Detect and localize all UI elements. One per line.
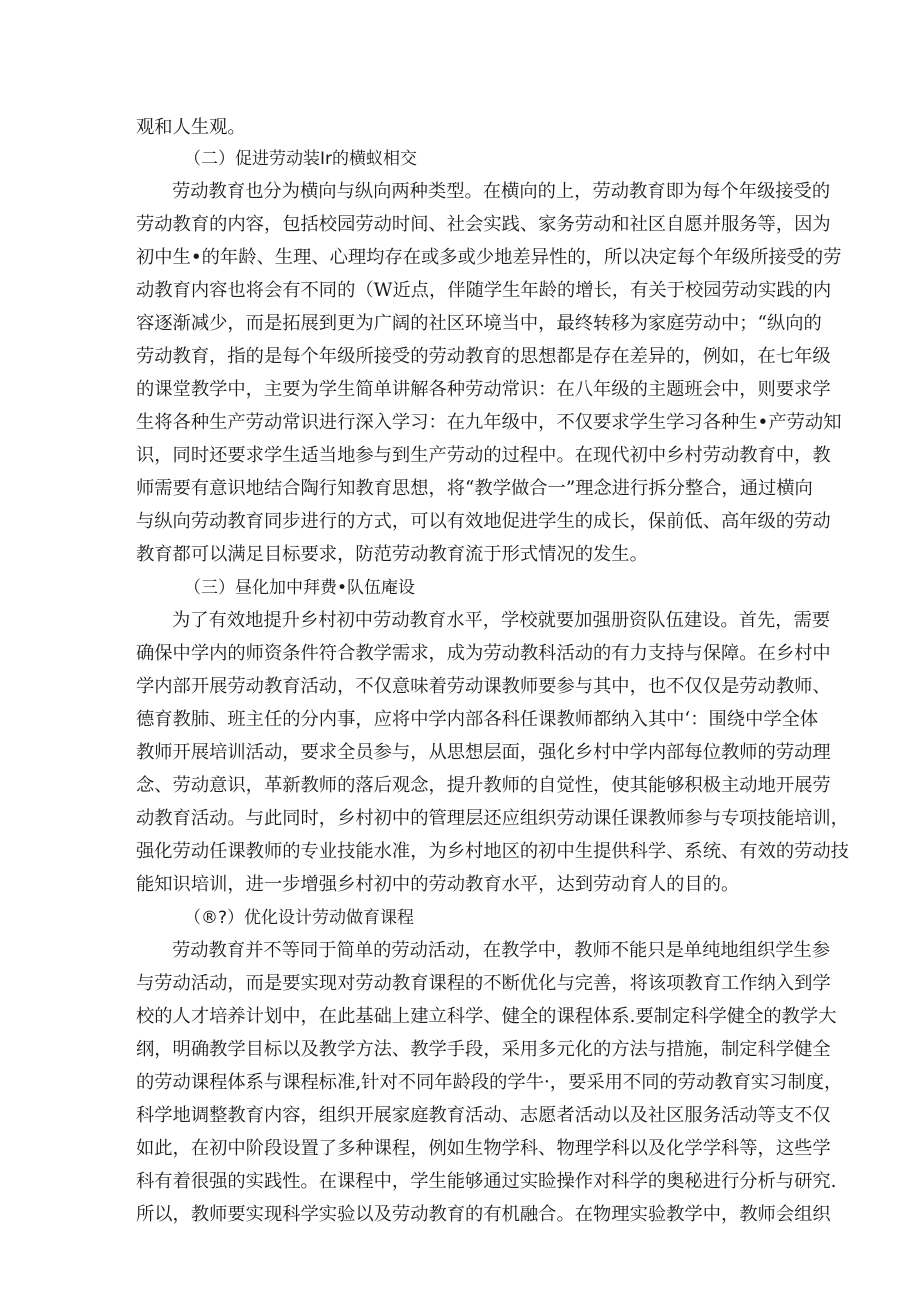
text-line: 强化劳动任课教师的专业技能水准，为乡村地区的初中生提供科学、系统、有效的劳动技 (136, 841, 849, 862)
text-line: 生将各种生产劳动常识进行深入学习：在九年级中，不仅要求学生学习各种生•产劳动知 (136, 412, 842, 433)
section-heading-3: （三）昼化加中拜费•队伍庵设 (184, 578, 416, 598)
text-line: 劳动教育并不等同于简单的劳动活动，在教学中，教师不能只是单纯地组织学生参 (172, 940, 831, 961)
text-line: 德育教肺、班主任的分内事，应将中学内部各科任课教师都纳入其中‘：围绕中学全体 (136, 709, 819, 730)
section-heading-4: （®?）优化设计劳动做育课程 (184, 908, 415, 928)
text-line: 教育都可以满足目标要求，防范劳动教育流于形式情况的发生。 (136, 544, 648, 565)
text-line: 劳动教育，指的是每个年级所接受的劳动教育的思想都是存在差异的，例如，在七年级 (136, 346, 831, 367)
text-line: 与劳动活动，而是要实现对劳动教育课程的不断优化与完善，将该项教育工作纳入到学 (136, 973, 831, 994)
text-line: 师需要有意识地结合陶行知教育思想，将“教学做合一”理念进行拆分整合，通过横向 (136, 478, 813, 499)
text-line: 动教育内容也将会有不同的（W近点，伴随学生年龄的增长，有关于校园劳动实践的内 (136, 280, 832, 301)
text-line: 能知识培训，进一步增强乡村初中的劳动教育水平，达到劳动育人的目的。 (136, 874, 740, 895)
text-line: 教师开展培训活动，要求全员参与，从思想层面，强化乡村中学内部每位教师的劳动理 (136, 742, 831, 763)
text-line: 的课堂教学中，主要为学生简单讲解各种劳动常识：在八年级的主题班会中，则要求学 (136, 379, 831, 400)
text-line: 科有着很强的实践性。在课程中，学生能够通过实睑操作对科学的奥秘进行分析与研究. (136, 1171, 837, 1192)
text-line: 与纵向劳动教育同步进行的方式，可以有效地促进学生的成长，保前低、高年级的劳动 (136, 511, 831, 532)
text-line: 动教育活动。与此同时，乡村初中的管理层还应组织劳动课任课教师参与专项技能培训， (136, 808, 849, 829)
section-heading-2: （二）促进劳动装Ir的横蚁相交 (184, 149, 418, 169)
text-line: 校的人才培养计划中，在此基础上建立科学、健全的课程体系.要制定科学健全的教学大 (136, 1006, 837, 1027)
text-line: 识，同时还要求学生适当地参与到生产劳动的过程中。在现代初中乡村劳动教育中，教 (136, 445, 831, 466)
text-line: 容逐渐减少，而是拓展到更为广阔的社区环境当中，最终转移为家庭劳动中；“纵向的 (136, 313, 822, 334)
text-line: 纲，明确教学目标以及教学方法、教学手段，采用多元化的方法与措施，制定科学健全 (136, 1039, 831, 1060)
text-line: 初中生•的年龄、生理、心理均存在或多或少地差异性的，所以决定每个年级所接受的劳 (136, 247, 842, 268)
text-line: 确保中学内的师资条件符合教学需求，成为劳动教科活动的有力支持与保障。在乡村中 (136, 643, 831, 664)
text-line: 所以，教师要实现科学实验以及劳动教育的有机融合。在物理实验教学中，教师会组织 (136, 1204, 831, 1225)
text-line: 为了有效地提升乡村初中劳动教育水平，学校就要加强册资队伍建设。首先，需要 (172, 610, 831, 631)
text-line: 观和人生观。 (136, 117, 246, 138)
text-line: 科学地调整教育内容，组织开展家庭教育活动、志愿者活动以及社区服务活动等支不仅 (136, 1105, 831, 1126)
text-line: 劳动教育也分为横向与纵向两种类型。在横向的上，劳动教育即为每个年级接受的 (172, 181, 831, 202)
text-line: 念、劳动意识，革新教师的落后观念，提升教师的自觉性，使其能够积极主动地开展劳 (136, 775, 831, 796)
text-line: 如此，在初中阶段设置了多种课程，例如生物学科、物理学科以及化学学科等，这些学 (136, 1138, 831, 1159)
text-line: 学内部开展劳动教育活动，不仅意味着劳动课教师要参与其中，也不仅仅是劳动教师、 (136, 676, 831, 697)
text-line: 的劳动课程体系与课程标准,针对不同年龄段的学牛·，要采用不同的劳动教育实习制度， (136, 1072, 843, 1093)
text-line: 劳动教育的内容，包括校园劳动时间、社会实践、家务劳动和社区自愿并服务等，因为 (136, 214, 831, 235)
